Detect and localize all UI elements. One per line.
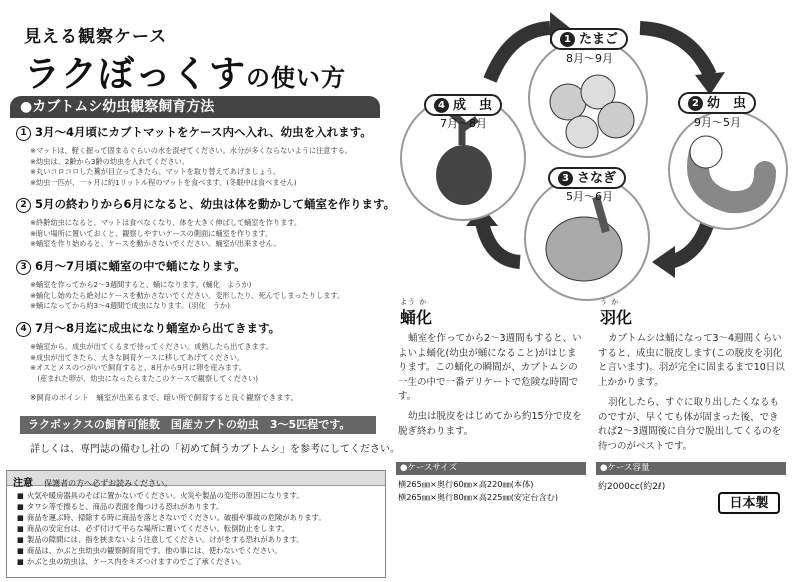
caution-item: ■ 商品は、かぶと虫幼虫の観察飼育用です。他の事には、使わないでください。 bbox=[17, 545, 385, 556]
caution-item: ■ 製品の隙間には、指を挟まないよう注意してください。けがをする恐れがあります。 bbox=[17, 534, 385, 545]
caution-item: ■ 商品を運ぶ時、掃除する時に商品を落とさないでください。破損や事故の危険があります。 bbox=[17, 512, 385, 523]
step-note: ※幼虫一匹が、一ヶ月に約1リットル程のマットを食べます。(冬眠中は食べません) bbox=[30, 177, 297, 187]
breeding-point: ※飼育のポイント 蛹室が出来るまで、暗い所で飼育すると良く観察できます。 bbox=[30, 393, 299, 402]
made-in-badge: 日本製 bbox=[718, 492, 780, 514]
egg-icon bbox=[598, 102, 634, 138]
step-2 bbox=[16, 196, 395, 250]
emergence-text: カブトムシは蛹になって3〜4週間くらいすると、成虫に脱皮します(この脱皮を羽化と言います)。羽が完全に固まるまで10日以上かかります。 bbox=[598, 333, 785, 388]
stage-label-egg: 1 たまご bbox=[550, 28, 628, 50]
pupation-text-2: 幼虫は脱皮をはじめてから約15分で皮を脱ぎ終わります。 bbox=[398, 411, 582, 437]
method-heading: ●カブトムシ幼虫観察飼育方法 bbox=[10, 96, 380, 118]
stage-period-larva: 9月〜5月 bbox=[694, 116, 741, 129]
product-name: ラクぼっくす bbox=[24, 54, 247, 95]
beetle-icon bbox=[436, 145, 492, 205]
stage-period-adult: 7月〜8月 bbox=[440, 117, 487, 130]
step-text: 3月〜4月頃にカブトマットをケース内へ入れ、幼虫を入れます。 bbox=[35, 125, 372, 139]
emergence-heading: 羽化 bbox=[600, 308, 633, 327]
case-size-line: 横265㎜×奥行80㎜×高225㎜(安定台含む) bbox=[398, 492, 559, 502]
page-title bbox=[24, 46, 346, 97]
arrow-top-right bbox=[640, 28, 710, 75]
caution-box bbox=[6, 470, 386, 578]
emergence-ruby: う か bbox=[600, 298, 620, 306]
caution-item: ■ 火気や暖房器具のそばに置かないでください。火災や製品の変形の原因になります。 bbox=[17, 490, 385, 501]
step-number: 2 bbox=[16, 198, 31, 213]
step-note: ※オスとメスのつがいで飼育すると、8月から9月に卵を産みます。 bbox=[30, 363, 246, 372]
step-number: 3 bbox=[16, 260, 31, 275]
title-suffix: の使い方 bbox=[246, 64, 347, 92]
caution-title: 注意 bbox=[13, 478, 33, 489]
emergence-text-2: 羽化したら、すぐに取り出したくなるものですが、早くても体が固まった後、できれば2〜3週間後に自分で脱出してくるのを待つのがベストです。 bbox=[598, 397, 782, 452]
step-note: ※丸いコロコロした糞が目立ってきたら、マットを取り替えてあげましょう。 bbox=[30, 167, 281, 176]
step-note: ※マットは、軽く握って固まるぐらいの水を混ぜてください。水分が多くならないように注意する。 bbox=[30, 146, 352, 155]
step-note: ※蛹室を作り始めると、ケースを動かさないでください。蛹室が出来ません。 bbox=[30, 239, 281, 248]
page-subtitle: 見える観察ケース bbox=[24, 27, 168, 47]
case-capacity-label: ●ケース容量 bbox=[596, 462, 786, 475]
case-size-label: ●ケースサイズ bbox=[396, 462, 586, 475]
stage-label-adult: 4 成 虫 bbox=[424, 94, 502, 116]
step-4 bbox=[16, 320, 280, 384]
caution-item: ■ タワシ等で擦ると、商品の表面を傷つける恐れがあります。 bbox=[17, 501, 385, 512]
step-note: (産まれた卵が、幼虫になったらまたこのケースで観察してください) bbox=[30, 373, 259, 383]
case-size-line: 横265㎜×奥行60㎜×高220㎜(本体) bbox=[398, 479, 534, 489]
step-note: ※暗い場所に置いておくと、観察しやすいケースの側面に蛹室を作ります。 bbox=[30, 228, 273, 238]
caution-item: ■ 商品の安定台は、必ず付けて平らな場所に置いてください。転倒防止をします。 bbox=[17, 523, 385, 534]
reference-text: 詳しくは、専門誌の備むし社の「初めて飼うカブトムシ」を参考にしてください。 bbox=[30, 444, 400, 455]
capacity-bar: ラクボックスの飼育可能数 国産カブトの幼虫 3〜5匹程です。 bbox=[20, 416, 376, 434]
step-1 bbox=[16, 124, 372, 188]
step-note: ※蛹室を作ってから2〜3週間すると、蛹になります。(蛹化 ようか) bbox=[30, 280, 252, 289]
arrow-head bbox=[652, 246, 675, 278]
caution-header bbox=[7, 471, 385, 489]
egg-icon bbox=[566, 116, 598, 148]
step-note: ※蛹化し始めたら絶対にケースを動かさないでください。変形したり、死んでしまったりします。 bbox=[30, 290, 345, 300]
stage-period-egg: 8月〜9月 bbox=[566, 52, 613, 65]
step-number: 4 bbox=[16, 322, 31, 337]
pupation-text: 蛹室を作ってから2〜3週間もすると、いよいよ蛹化(幼虫が蛹になること)がはじまります。この蛹化の瞬間が、カブトムシの一生の中で一番デリケートで危険な時間です。 bbox=[398, 333, 582, 402]
pupa-icon bbox=[546, 217, 622, 281]
stage-period-pupa: 5月〜6月 bbox=[566, 190, 613, 203]
step-note: ※蛹になってから約3〜4週間で成虫になります。(羽化 うか) bbox=[30, 301, 230, 310]
step-note: ※蛹室から、成虫が出てくるまで待ってください。成熟したら出てきます。 bbox=[30, 342, 273, 351]
egg-icon bbox=[550, 84, 586, 120]
step-text: 7月〜8月迄に成虫になり蛹室から出てきます。 bbox=[35, 321, 281, 335]
caution-lead: 保護者の方へ必ずお読みください。 bbox=[44, 479, 173, 488]
step-note: ※幼虫は、2齢から3齢の幼虫を入れてください。 bbox=[30, 156, 189, 166]
step-note: ※終齢幼虫になると、マットは食べなくなり、体を大きく伸ばして蛹室を作ります。 bbox=[30, 218, 302, 227]
pupation-heading: 蛹化 bbox=[400, 308, 433, 327]
step-note: ※成虫が出てきたら、大きな飼育ケースに移してあげてください。 bbox=[30, 352, 245, 362]
step-text: 6月〜7月頃に蛹室の中で蛹になります。 bbox=[35, 259, 246, 273]
step-text: 5月の終わりから6月になると、幼虫は体を動かして蛹室を作ります。 bbox=[35, 197, 396, 211]
step-3 bbox=[16, 258, 344, 312]
stage-label-pupa: 3 さなぎ bbox=[548, 167, 626, 189]
case-capacity-value: 約2000cc(約2ℓ) bbox=[598, 482, 666, 492]
pupation-ruby: よう か bbox=[400, 298, 428, 306]
arrow-bottom-left bbox=[482, 222, 520, 262]
step-number: 1 bbox=[16, 126, 31, 141]
stage-label-larva: 2 幼 虫 bbox=[678, 92, 756, 114]
caution-item: ■ かぶと虫の幼虫は、ケース内をキズつけますのでご了承ください。 bbox=[17, 556, 385, 567]
